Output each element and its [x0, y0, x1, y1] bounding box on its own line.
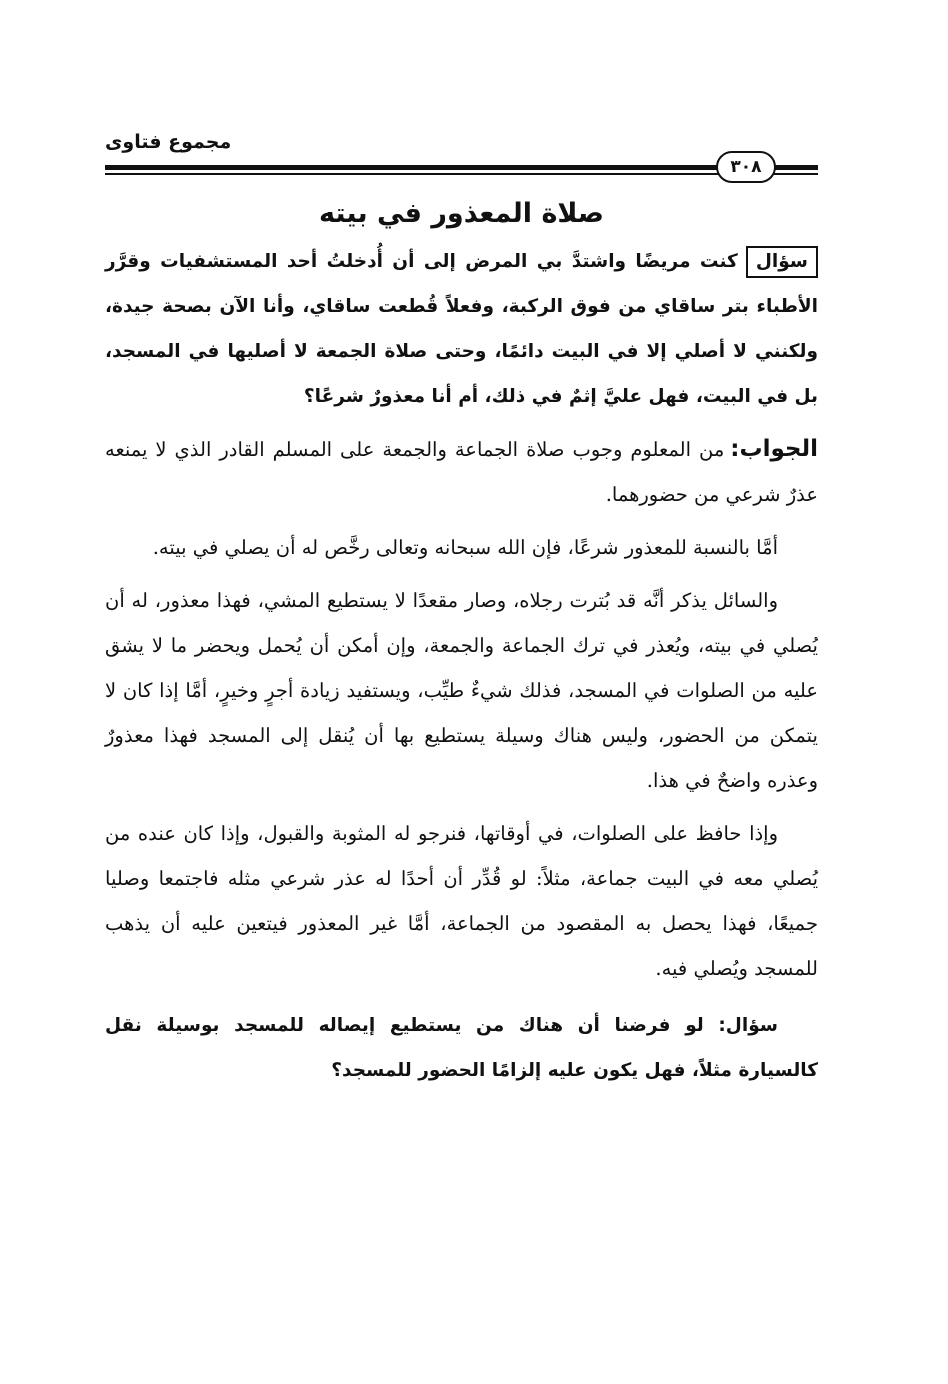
page-content	[105, 190, 818, 1093]
book-title: مجموع فتاوى	[105, 131, 232, 153]
body-paragraph-2: والسائل يذكر أنَّه قد بُترت رجلاه، وصار مقعدًا لا يستطيع المشي، فهذا معذور، له أن يُصلي في بيته، ويُعذر في ترك الجماعة والجمعة، وإن أمكن أن يُحمل ويحضر ما لا يشق عليه من الصلوات في المسجد، فذلك شيءٌ طيِّب، ويستفيد زيادة أجرٍ وخيرٍ، أمَّا إذا كان لا يتمكن من الحضور، وليس هناك وسيلة يستطيع بها أن يُنقل إلى المسجد فهذا معذورٌ وعذره واضحٌ في هذا.	[105, 589, 818, 792]
page-number: ٣٠٨	[716, 151, 776, 183]
answer-text: من المعلوم وجوب صلاة الجماعة والجمعة على المسلم القادر الذي لا يمنعه عذرٌ شرعي من حضورهما.	[105, 438, 818, 506]
header-rule-thin	[105, 173, 818, 175]
answer-paragraph	[105, 427, 818, 517]
body-paragraph-1: أمَّا بالنسبة للمعذور شرعًا، فإن الله سبحانه وتعالى رخَّص له أن يصلي في بيته.	[152, 536, 778, 559]
question-label-box: سؤال	[746, 246, 818, 278]
question-text: كنت مريضًا واشتدَّ بي المرض إلى أن أُدخلتُ أحد المستشفيات وقرَّر الأطباء بتر ساقاي من فوق الركبة، وفعلاً قُطعت ساقاي، وأنا الآن بصحة جيدة، ولكنني لا أصلي إلا في البيت دائمًا، وحتى صلاة الجمعة لا أصليها في المسجد، بل في البيت، فهل عليَّ إثمٌ في ذلك، أم أنا معذورٌ شرعًا؟	[105, 251, 818, 407]
body-paragraph-3: وإذا حافظ على الصلوات، في أوقاتها، فنرجو له المثوبة والقبول، وإذا كان عنده من يُصلي معه في البيت جماعة، مثلاً: لو قُدِّر أن أحدًا له عذر شرعي مثله فاجتمعا وصليا جميعًا، فهذا يحصل به المقصود من الجماعة، أمَّا غير المعذور فيتعين عليه أن يذهب للمسجد ويُصلي فيه.	[105, 822, 818, 980]
question-paragraph	[105, 239, 818, 419]
answer-label: الجواب:	[730, 436, 818, 462]
header-rule-thick	[105, 165, 818, 170]
question-2-paragraph: سؤال: لو فرضنا أن هناك من يستطيع إيصاله للمسجد بوسيلة نقل كالسيارة مثلاً، فهل يكون عليه إلزامًا الحضور للمسجد؟	[105, 1015, 818, 1081]
page-header	[105, 125, 818, 185]
article-title: صلاة المعذور في بيته	[319, 198, 604, 229]
